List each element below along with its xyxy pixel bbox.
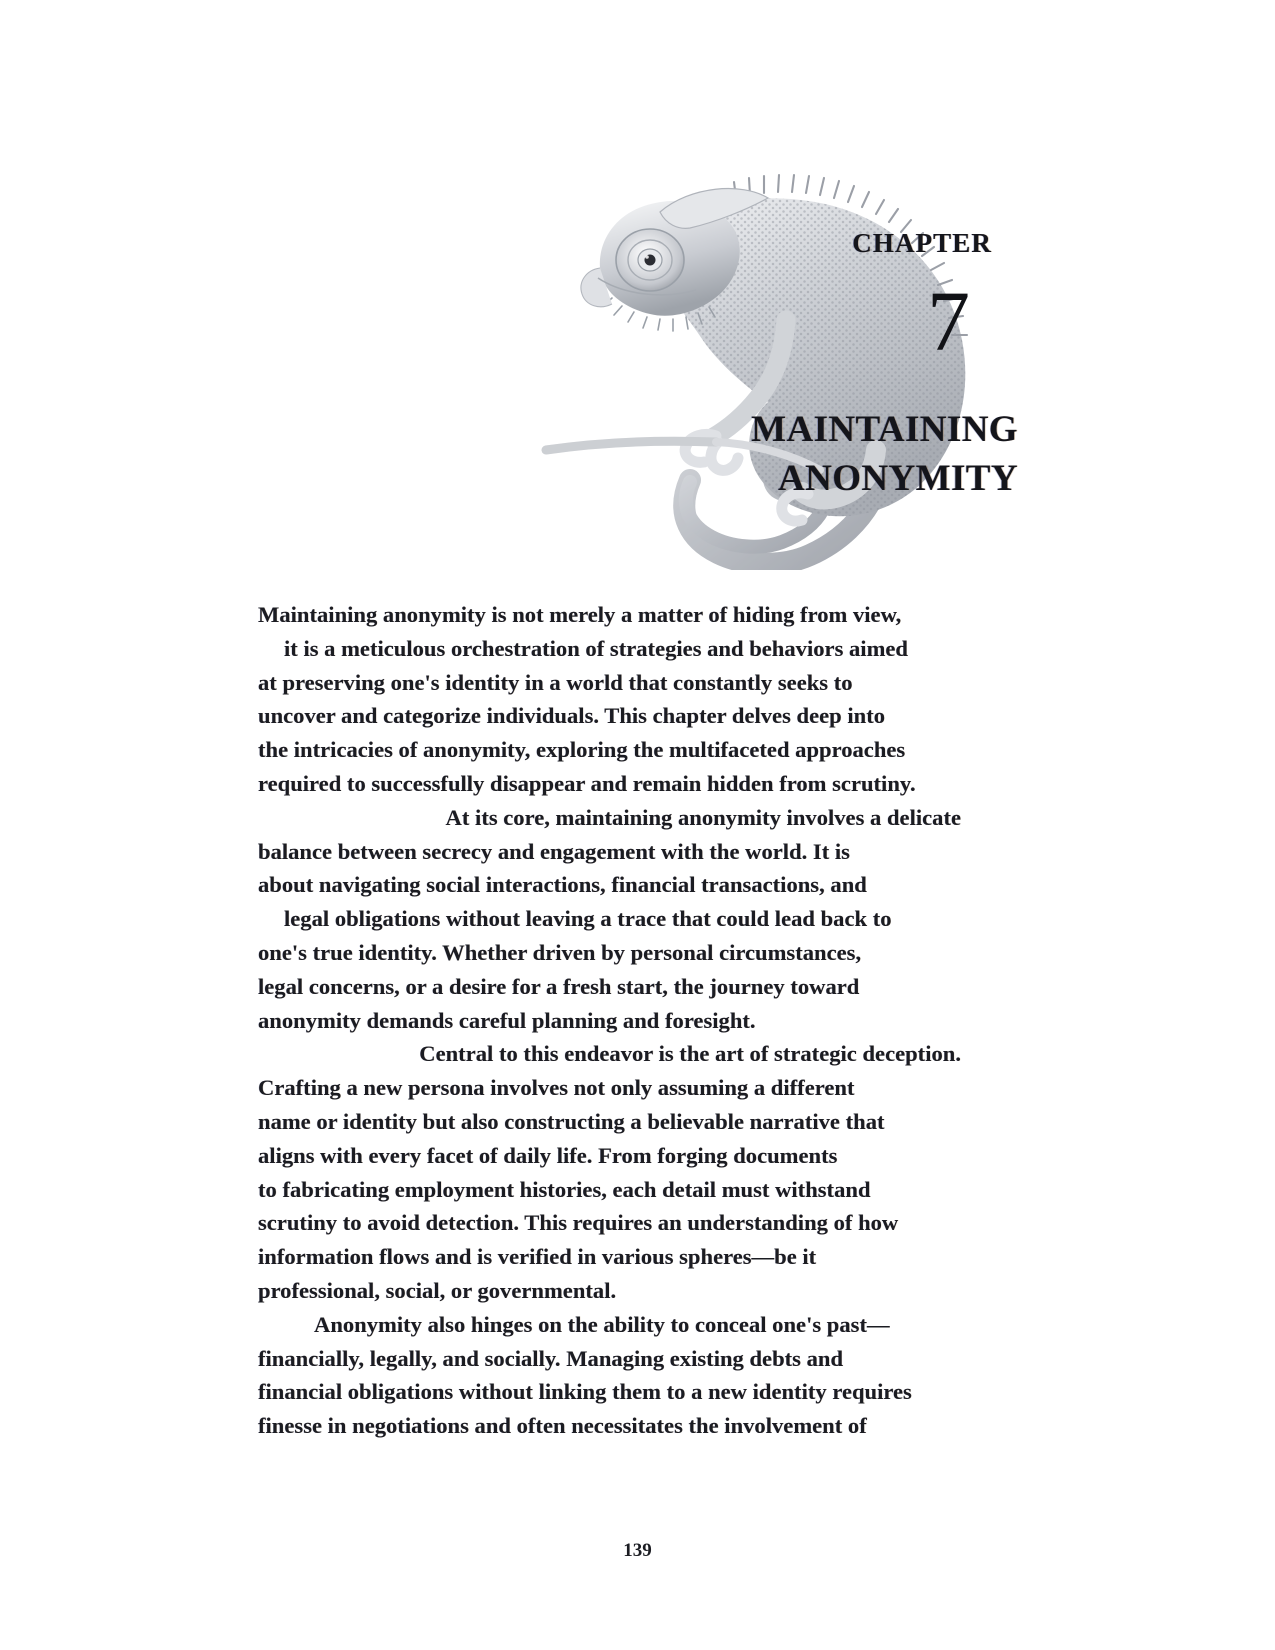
text-line: legal obligations without leaving a trace that could lead back to <box>284 906 892 932</box>
chapter-label: CHAPTER <box>852 228 992 258</box>
text-line: Central to this endeavor is the art of strategic deception. <box>419 1041 961 1067</box>
text-line: legal concerns, or a desire for a fresh start, the journey toward <box>258 973 860 999</box>
text-line: finesse in negotiations and often necessitates the involvement of <box>258 1413 867 1439</box>
chapter-title-line-2: ANONYMITY <box>778 457 1018 499</box>
text-line: about navigating social interactions, financial transactions, and <box>258 872 867 898</box>
text-line: the intricacies of anonymity, exploring the multifaceted approaches <box>258 737 906 763</box>
paragraph-3 <box>258 1037 961 1307</box>
text-line: At its core, maintaining anonymity involves a delicate <box>445 804 961 830</box>
text-line: anonymity demands careful planning and foresight. <box>258 1007 756 1033</box>
paragraph-1 <box>258 598 961 801</box>
text-line: Maintaining anonymity is not merely a matter of hiding from view, <box>258 602 902 627</box>
text-line: name or identity but also constructing a believable narrative that <box>258 1108 885 1134</box>
text-line: aligns with every facet of daily life. From forging documents <box>258 1142 838 1168</box>
text-line: at preserving one's identity in a world that constantly seeks to <box>258 669 853 695</box>
text-line: uncover and categorize individuals. This chapter delves deep into <box>258 703 886 729</box>
chapter-title-line-1: MAINTAINING <box>751 408 1018 450</box>
chapter-opener <box>540 150 1018 580</box>
paragraph-2 <box>258 801 961 1038</box>
text-line: Anonymity also hinges on the ability to conceal one's past— <box>314 1311 890 1337</box>
paragraph-4 <box>258 1308 961 1443</box>
text-line: financially, legally, and socially. Managing existing debts and <box>258 1345 844 1371</box>
text-line: information flows and is verified in various spheres—be it <box>258 1244 817 1270</box>
text-line: to fabricating employment histories, each detail must withstand <box>258 1176 871 1202</box>
text-line: required to successfully disappear and remain hidden from scrutiny. <box>258 770 916 796</box>
text-line: balance between secrecy and engagement with the world. It is <box>258 838 850 864</box>
text-line: Crafting a new persona involves not only assuming a different <box>258 1075 855 1101</box>
chapter-title <box>598 405 1018 503</box>
text-line: it is a meticulous orchestration of strategies and behaviors aimed <box>284 635 908 661</box>
page-number: 139 <box>623 1540 652 1561</box>
text-line: scrutiny to avoid detection. This requires an understanding of how <box>258 1210 899 1236</box>
body-text-column <box>258 598 961 1443</box>
text-line: professional, social, or governmental. <box>258 1277 617 1303</box>
text-line: one's true identity. Whether driven by personal circumstances, <box>258 939 862 965</box>
text-line: financial obligations without linking them to a new identity requires <box>258 1379 912 1405</box>
chapter-number: 7 <box>927 273 970 369</box>
